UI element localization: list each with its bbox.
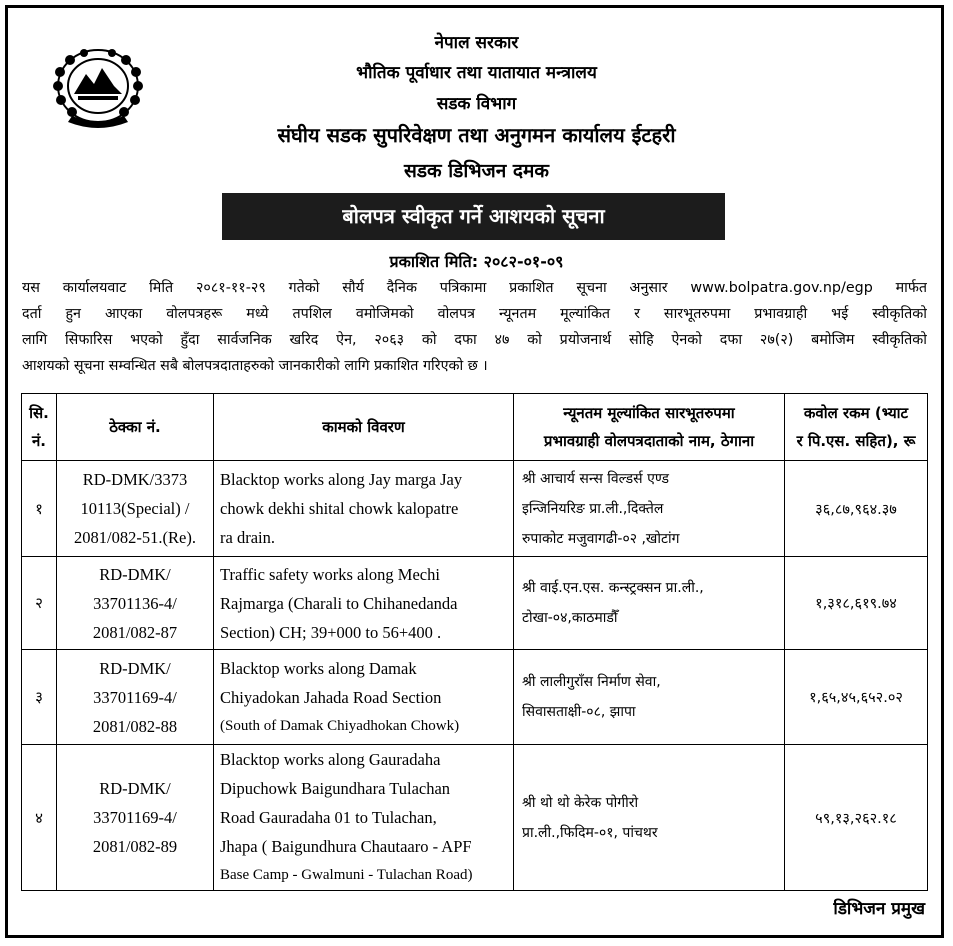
header-work-description: कामको विवरण — [214, 394, 514, 461]
row-serial: ४ — [22, 745, 57, 891]
published-date: प्रकाशित मिति: २०८२-०१-०९ — [389, 252, 564, 271]
header-department: सडक विभाग — [436, 94, 517, 114]
header-division: सडक डिभिजन दमक — [404, 160, 549, 182]
body-line: यस कार्यालयवाट मिति २०८१-११-२९ गतेको सौर्य दैनिक पत्रिकामा प्रकाशित सूचना अनुसार www.bolpatra.gov.np/egp मार्फत — [22, 280, 927, 296]
row-work: Blacktop works along Jay marga Jay chowk dekhi shital chowk kalopatre ra drain. — [214, 461, 514, 557]
row-work: Blacktop works along Damak Chiyadokan Jahada Road Section (South of Damak Chiyadhokan Chowk) — [214, 650, 514, 745]
row-contract: RD-DMK/ 33701169-4/ 2081/082-88 — [57, 650, 214, 745]
row-bidder: श्री वाई.एन.एस. कन्स्ट्रक्सन प्रा.ली., टोखा-०४,काठमाडौँ — [514, 557, 785, 650]
signature-division-chief: डिभिजन प्रमुख — [833, 899, 925, 919]
header-amount: कवोल रकम (भ्याट र पि.एस. सहित), रू — [785, 394, 928, 461]
row-amount: ५९,१३,२६२.१८ — [785, 745, 928, 891]
row-serial: १ — [22, 461, 57, 557]
row-serial: ३ — [22, 650, 57, 745]
body-line: दर्ता हुन आएका वोलपत्रहरू मध्ये तपशिल वमोजिमको वोलपत्र न्यूनतम मूल्यांकित र सारभूतरुपमा प्रभावग्राही भई स्वीकृतिको — [22, 306, 927, 322]
bid-table — [21, 393, 928, 891]
table-header-row — [22, 394, 928, 461]
row-work: Traffic safety works along Mechi Rajmarga (Charali to Chihanedanda Section) CH; 39+000 to 56+400 . — [214, 557, 514, 650]
row-bidder: श्री थो थो केरेक पोगीरो प्रा.ली.,फिदिम-०१, पांचथर — [514, 745, 785, 891]
nepal-government-emblem-icon — [48, 42, 148, 130]
table-row — [22, 557, 928, 650]
row-amount: १,३१८,६१९.७४ — [785, 557, 928, 650]
header-ministry: भौतिक पूर्वाधार तथा यातायात मन्त्रालय — [356, 63, 597, 83]
table-row — [22, 745, 928, 891]
header-serial-number: सि. नं. — [22, 394, 57, 461]
row-bidder: श्री लालीगुराँस निर्माण सेवा, सिवासताक्षी-०८, झापा — [514, 650, 785, 745]
body-line: लागि सिफारिस भएको हुँदा सार्वजनिक खरिद ऐन, २०६३ को दफा ४७ को प्रयोजनार्थ सोहि ऐनको दफा २७(२) बमोजिम स्वीकृतिको — [22, 332, 927, 348]
row-contract: RD-DMK/3373 10113(Special) / 2081/082-51.(Re). — [57, 461, 214, 557]
header-government: नेपाल सरकार — [434, 33, 519, 53]
notice-body — [22, 275, 927, 379]
row-contract: RD-DMK/ 33701136-4/ 2081/082-87 — [57, 557, 214, 650]
table-row — [22, 461, 928, 557]
header-office: संघीय सडक सुपरिवेक्षण तथा अनुगमन कार्यालय ईटहरी — [277, 123, 676, 147]
row-bidder: श्री आचार्य सन्स विल्डर्स एण्ड इन्जिनियरिङ प्रा.ली.,दिक्तेल रुपाकोट मजुवागढी-०२ ,खोटांग — [514, 461, 785, 557]
row-amount: १,६५,४५,६५२.०२ — [785, 650, 928, 745]
row-amount: ३६,८७,९६४.३७ — [785, 461, 928, 557]
row-work: Blacktop works along Gauradaha Dipuchowk Baigundhara Tulachan Road Gauradaha 01 to Tulachan, Jhapa ( Baigundhura Chautaaro - APF Base Camp - Gwalmuni - Tulachan Road) — [214, 745, 514, 891]
header-contract-number: ठेक्का नं. — [57, 394, 214, 461]
notice-title-banner: बोलपत्र स्वीकृत गर्ने आशयको सूचना — [222, 193, 725, 240]
table-row — [22, 650, 928, 745]
body-line: आशयको सूचना सम्वन्धित सबै बोलपत्रदाताहरुको जानकारीको लागि प्रकाशित गरिएको छ । — [22, 358, 488, 374]
header-bidder: न्यूनतम मूल्यांकित सारभूतरुपमा प्रभावग्राही वोलपत्रदाताको नाम, ठेगाना — [514, 394, 785, 461]
row-contract: RD-DMK/ 33701169-4/ 2081/082-89 — [57, 745, 214, 891]
row-serial: २ — [22, 557, 57, 650]
